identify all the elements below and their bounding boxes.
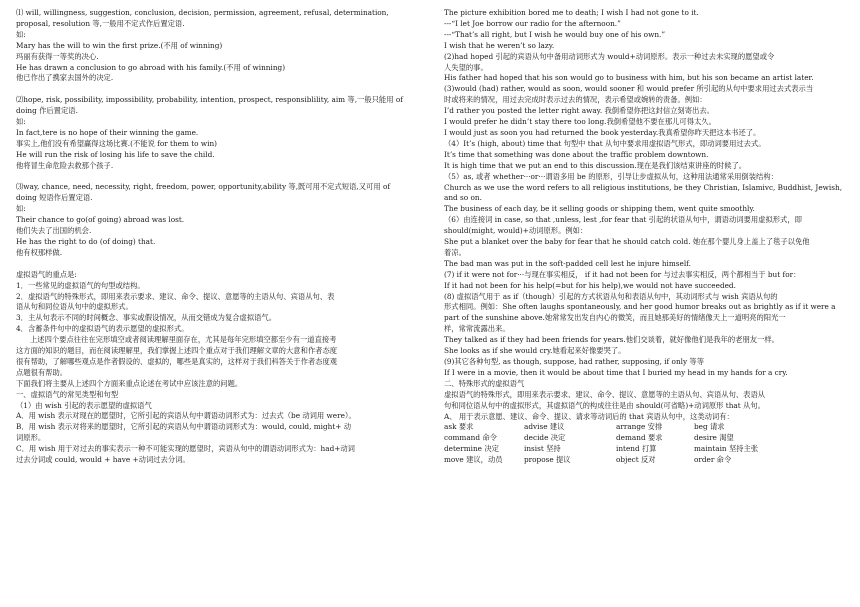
text-line: 这方面的知识的题目，而在阅读理解里，我们掌握上述四个重点对于我们理解文章的大意和作者态度	[16, 346, 338, 356]
text-line: 上述四个要点往往在完形填空或者阅读理解里面存在，尤其是每年完形填空都至少有一道直接考	[30, 335, 337, 345]
text-line: I’d rather you posted the letter right away. 我倒希望你把这封信立刻寄出去。	[444, 106, 714, 116]
verb-item: move 建议，动员	[444, 455, 503, 465]
text-line: 二、特殊形式的虚拟语气	[444, 378, 525, 388]
text-line: should(might, would)+动词原形。例如：	[444, 226, 588, 236]
text-line: ⑵hope, risk, possibility, impossibility, probability, intention, prospect, responsiblility, aim 等,一般只能用 of	[16, 95, 403, 105]
text-line: 虚拟语气的特殊形式，即用来表示要求、建议、命令、提议、意愿等的主语从句、宾语从句、表语从	[444, 389, 766, 399]
verb-item: maintain 坚持主张	[694, 444, 759, 454]
text-line: She put a blanket over the baby for fear that he should catch cold. 她在那个婴儿身上盖上了毯子以免他	[444, 237, 810, 247]
verb-item: desire 渴望	[694, 433, 734, 443]
blank-line	[16, 84, 416, 95]
text-line: The business of each day, be it selling goods or shipping them, went quite smoothly.	[444, 204, 755, 214]
text-line: 过去分词或 could, would + have +动词过去分词。	[16, 455, 190, 465]
text-line: part of the sunshine above.她常常发出发自内心的微笑，而且她那美好的情绪像天上一道明亮的阳光一	[444, 313, 786, 323]
text-line: (2)had hoped 引起的宾语从句中备用动词形式为 would+动词原形。表示一种过去未实现的愿望或令	[444, 51, 775, 61]
text-line: （5）as, 或者 whether···or···谓语多用 be 的原形，引导让步虚拟从句，这种用法通常采用倒装结构：	[444, 171, 778, 181]
text-line: 词原形。	[16, 433, 46, 443]
text-line: C．用 wish 用于对过去的事实表示一种不可能实现的愿望时，宾语从句中的谓语动词形式为：had+动词	[16, 444, 355, 454]
text-line: doing 短语作后置定语.	[16, 193, 93, 203]
text-line: 玛丽有获得一等奖的决心.	[16, 51, 99, 61]
text-line: ⑶way, chance, need, necessity, right, freedom, power, opportunity,ability 等,既可用不定式短语,又可用 of	[16, 182, 391, 192]
verb-item: propose 提议	[524, 455, 571, 465]
text-line: A．用 wish 表示对现在的愿望时，它所引起的宾语从句中谓语动词形式为：过去式（be 动词用 were）。	[16, 411, 356, 421]
text-line: proposal, resolution 等,一般用不定式作后置定语.	[16, 18, 185, 28]
verb-list-row	[444, 455, 846, 466]
text-line: I wish that he weren’t so lazy.	[444, 40, 555, 50]
text-line: 着凉。	[444, 247, 466, 257]
text-line: 他将冒生命危险去救那个孩子.	[16, 160, 114, 170]
text-line: （4）It’s (high, about) time that 句型中 that 从句中要求用虚拟语气形式，即动词要用过去式。	[444, 138, 766, 148]
text-line: 虚拟语气的重点是:	[16, 269, 77, 279]
text-line: (8) 虚拟语气用于 as if（though）引起的方式状语从句和表语从句中，其动词形式与 wish 宾语从句的	[444, 291, 778, 301]
text-line: I would just as soon you had returned the book yesterday.我真希望你昨天把这本书还了。	[444, 127, 761, 137]
text-line: He will run the risk of losing his life to save the child.	[16, 149, 215, 159]
text-line: 他有权那样做.	[16, 247, 63, 257]
text-line: 如:	[16, 204, 26, 214]
text-line: 一、虚拟语气的常见类型和句型	[16, 389, 119, 399]
text-line: (9)其它各种句型, as though, suppose, had rather, supposing, if only 等等	[444, 357, 705, 366]
text-line: （6）由连接词 in case, so that ,unless, lest ,for fear that 引起的状语从句中，谓语动词要用虚拟形式，即	[444, 215, 802, 225]
text-line: 4．含蓄条件句中的虚拟语气的表示愿望的虚拟形式。	[16, 324, 189, 334]
text-line: They talked as if they had been friends for years.他们交谈着，就好像他们是我年的老朋友一样。	[444, 335, 779, 345]
text-line: If I were in a movie, then it would be about time that I buried my head in my hands for a cry.	[444, 367, 788, 377]
text-line: 语从句和同位语从句中的虚拟形式。	[16, 302, 133, 312]
text-line: (7) if it were not for···与现在事实相反， if it had not been for 与过去事实相反，两个都相当于 but for：	[444, 269, 801, 279]
text-line: 句和同位语从句中的虚拟形式，其虚拟语气的构成往往是由 should(可省略)+动词原形 that 从句。	[444, 400, 765, 410]
text-line: 如:	[16, 29, 26, 39]
text-line: doing 作后置定语.	[16, 106, 78, 116]
text-line: He has the right to do (of doing) that.	[16, 237, 156, 246]
verb-item: determine 决定	[444, 444, 499, 454]
text-line: In fact,tere is no hope of their winning the game.	[16, 127, 199, 137]
verb-item: command 命令	[444, 433, 497, 443]
text-line: 时或将来的情况，用过去完成时表示过去的情况，表示希望或婉转的责备。例如：	[444, 95, 707, 105]
verb-list-row	[444, 433, 846, 444]
text-line: 如:	[16, 117, 26, 127]
left-column	[16, 8, 416, 466]
text-line: and so on.	[444, 193, 482, 203]
right-column	[444, 8, 846, 466]
verb-list-row	[444, 422, 846, 433]
text-line: Their chance to go(of going) abroad was lost.	[16, 215, 185, 225]
text-line: 人失望的事。	[444, 62, 488, 72]
verb-item: insist 坚持	[524, 444, 561, 454]
text-line: I would prefer he didn’t stay there too long.我倒希望他不要在那儿可得太久。	[444, 117, 716, 127]
text-line: (3)would (had) rather, would as soon, would sooner 和 would prefer 所引起的从句中要求用过去式表示当	[444, 84, 814, 94]
verb-item: object 反对	[616, 455, 656, 465]
verb-item: demand 要求	[616, 433, 663, 443]
text-line: 他们失去了出国的机会.	[16, 226, 92, 236]
text-line: 点题很有帮助。	[16, 367, 68, 377]
text-line: （1）由 wish 引起的表示愿望的虚拟语气	[16, 400, 152, 410]
text-line: He has drawn a conclusion to go abroad with his family.(不用 of winning)	[16, 62, 286, 72]
text-line: 形式相同。例如：She often laughs spontaneously, and her good humor breaks out as brightly as if it were a	[444, 302, 836, 312]
text-line: Church as we use the word refers to all religious institutions, be they Christian, Islamivc, Buddhist, Jewish,	[444, 182, 843, 192]
text-line: ---“I let Joe borrow our radio for the afternoon.”	[444, 18, 621, 28]
verb-list-row	[444, 444, 846, 455]
text-line: It’s time that something was done about the traffic problem downtown.	[444, 149, 709, 159]
text-line: 1．一些常见的虚拟语气的句型或结构。	[16, 280, 145, 290]
text-line: 他已作出了携家去国外的决定.	[16, 73, 114, 83]
text-line: 样，常常流露出来。	[444, 324, 510, 334]
verb-item: arrange 安排	[616, 422, 663, 432]
text-line: The picture exhibition bored me to death; I wish I had not gone to it.	[444, 8, 699, 17]
text-line: It is high time that we put an end to this discussion.现在是我们该结束讲座的时候了。	[444, 160, 747, 170]
blank-line	[16, 172, 416, 183]
blank-line	[16, 259, 416, 270]
text-line: 很有帮助，了解哪些观点是作者假设的、虚拟的，哪些是真实的，这样对于我们科答关于作者态度观	[16, 356, 338, 366]
text-line: ---“That’s all right, but I wish he would buy one of his own.”	[444, 29, 666, 39]
verb-item: advise 建议	[524, 422, 565, 432]
text-line: 2．虚拟语气的特殊形式，即用来表示要求、建议、命令、提议、意愿等的主语从句、宾语从句、表	[16, 291, 335, 301]
text-line: She looks as if she would cry.她看起来好像要哭了。	[444, 346, 626, 356]
verb-item: order 命令	[694, 455, 732, 465]
text-line: Mary has the will to win the first prize.(不用 of winning)	[16, 40, 223, 50]
text-line: A、 用于表示意愿、建议、命令、提议、请求等动词后的 that 宾语从句中，这类动词有：	[444, 411, 734, 421]
text-line: The bad man was put in the soft-padded cell lest he injure himself.	[444, 258, 691, 268]
text-line: If it had not been for his help(=but for his help),we would not have succeeded.	[444, 280, 736, 290]
verb-item: beg 请求	[694, 422, 725, 432]
text-line: 下面我们将主要从上述四个方面来重点论述在考试中应该注意的问题。	[16, 378, 243, 388]
verb-item: decide 决定	[524, 433, 566, 443]
verb-item: ask 要求	[444, 422, 474, 432]
text-line: His father had hoped that his son would go to business with him, but his son became an artist later.	[444, 73, 814, 83]
text-line: B．用 wish 表示对将来的愿望时，它所引起的宾语从句中谓语动词形式为：would, could, might+ 动	[16, 422, 352, 432]
text-line: 事实上,他们没有希望赢得这场比赛.(不能说 for them to win)	[16, 138, 218, 148]
verb-item: intend 打算	[616, 444, 657, 454]
text-line: ⑴ will, willingness, suggestion, conclusion, decision, permission, agreement, refusal, determination,	[16, 8, 389, 17]
text-line: 3．主从句表示不同的时间概念、事实或假设情况，从而交错成为复合虚拟语气。	[16, 313, 277, 323]
